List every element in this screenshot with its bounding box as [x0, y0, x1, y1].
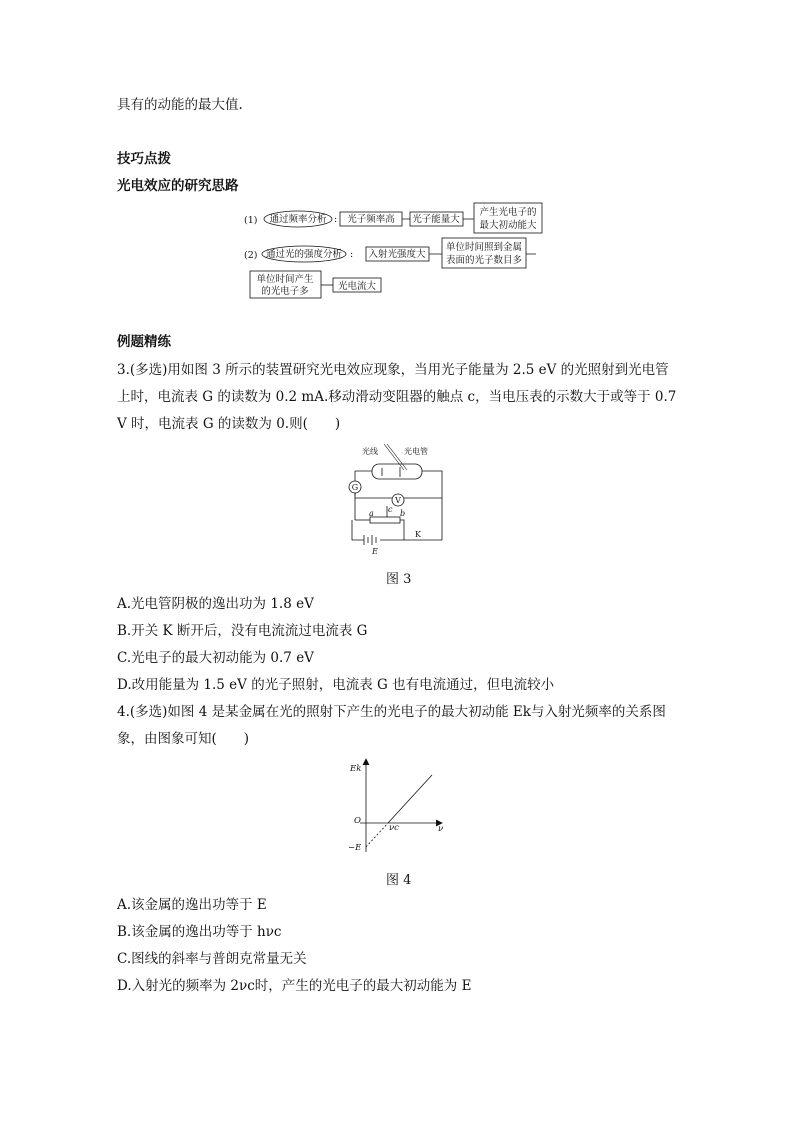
q4-option-a: A.该金属的逸出功等于 E: [117, 897, 267, 913]
flow-row1-box2: 光子能量大: [412, 214, 460, 225]
fig4-origin-label: O: [354, 816, 361, 826]
q4-option-c: C.图线的斜率与普朗克常量无关: [117, 951, 307, 967]
tip-heading: 技巧点拨: [117, 151, 171, 167]
fig4-line-dashed: [366, 823, 388, 847]
fig3-g-meter: G: [351, 483, 359, 492]
q3-option-d: D.改用能量为 1.5 eV 的光子照射，电流表 G 也有电流通过，但电流较小: [117, 677, 555, 693]
q3-option-a: A.光电管阴极的逸出功为 1.8 eV: [117, 596, 314, 612]
fig3-v-meter: V: [395, 496, 401, 505]
fig3-light-label: 光线: [362, 447, 378, 456]
flow-row3-box2: 光电流大: [337, 281, 377, 292]
q4-option-d: D.入射光的频率为 2νc时，产生的光电子的最大初动能为 E: [117, 978, 472, 994]
flow-row1-num: (1): [244, 215, 258, 226]
flow-row1-box1: 光子频率高: [347, 214, 395, 225]
flow-colon-2: :: [350, 249, 354, 260]
fig3-e-label: E: [372, 547, 378, 556]
fig4-nuc-label: νc: [389, 823, 399, 833]
q3-option-b: B.开关 K 断开后，没有电流流过电流表 G: [117, 623, 368, 639]
figure-3-circuit: [342, 440, 452, 560]
fig3-a-label: a: [369, 509, 374, 518]
tip-subheading: 光电效应的研究思路: [117, 178, 239, 194]
fig4-nu-label: ν: [438, 824, 444, 834]
figure-3-caption: 图 3: [386, 572, 412, 587]
examples-heading: 例题精练: [117, 334, 171, 350]
figure-4-graph: [340, 757, 450, 857]
flow-row2-oval: 通过光的强度分析: [265, 249, 343, 260]
fig3-tube-label: 光电管: [404, 447, 428, 456]
flow-row2-box2-line1: 单位时间照到金属: [445, 242, 523, 253]
q3-line1: 3.(多选)用如图 3 所示的装置研究光电效应现象，当用光子能量为 2.5 eV 的光照射到光电管: [117, 362, 669, 378]
flow-row2-box2-line2: 表面的光子数目多: [445, 255, 523, 266]
flow-row1-box3-line2: 最大初动能大: [479, 220, 537, 231]
q3-option-c: C.光电子的最大初动能为 0.7 eV: [117, 650, 314, 666]
q4-line1: 4.(多选)如图 4 是某金属在光的照射下产生的光电子的最大初动能 Ek与入射光频率的关系图: [117, 704, 666, 720]
q3-line3: V 时，电流表 G 的读数为 0.则( ): [117, 416, 341, 432]
q4-line2: 象，由图象可知( ): [117, 731, 250, 747]
fig4-line-solid: [388, 775, 432, 823]
fig3-k-label: K: [415, 530, 421, 539]
fig3-c-label: c: [388, 505, 393, 514]
fig3-b-label: b: [400, 509, 406, 518]
flow-row2-box1: 入射光强度大: [368, 249, 426, 260]
flow-colon-1: :: [334, 214, 338, 225]
flow-row3-box1-line1: 单位时间产生: [256, 274, 314, 285]
fig4-minus-e-label: −E: [348, 843, 362, 853]
flow-row1-box3-line1: 产生光电子的: [479, 207, 537, 218]
intro-tail: 具有的动能的最大值.: [117, 97, 243, 113]
flow-row2-num: (2): [244, 250, 258, 261]
q3-line2: 上时，电流表 G 的读数为 0.2 mA.移动滑动变阻器的触点 c，当电压表的示数大于或等于 0.7: [117, 389, 677, 405]
flow-row3-box1-line2: 的光电子多: [261, 286, 309, 297]
q4-option-b: B.该金属的逸出功等于 hνc: [117, 924, 282, 940]
flow-row1-oval: 通过频率分析: [269, 214, 327, 225]
figure-4-caption: 图 4: [386, 873, 412, 888]
fig4-ek-label: Ek: [350, 764, 362, 774]
research-flow-diagram: [236, 200, 566, 300]
